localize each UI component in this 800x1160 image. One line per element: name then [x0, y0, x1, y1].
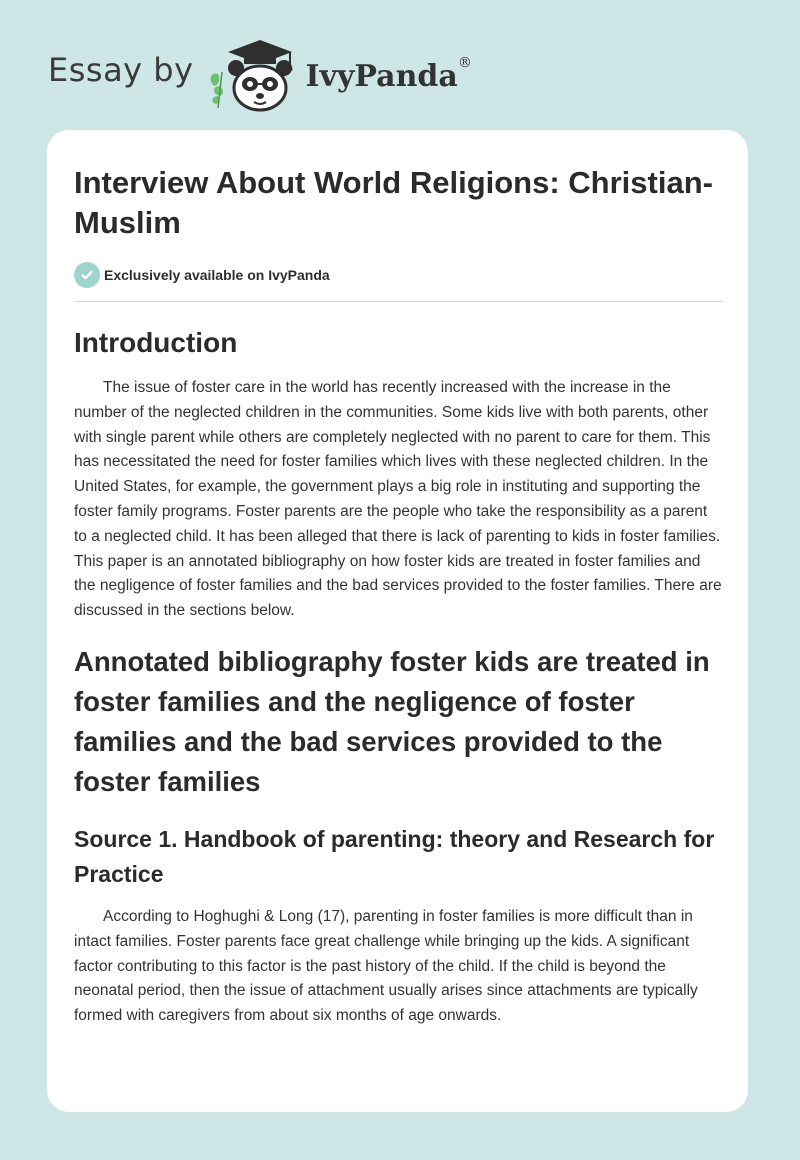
- paragraph-introduction: The issue of foster care in the world has recently increased with the increase in the number of the neglected children in the communities. Some kids live with both parents, other with single parent while others are completely neglected with no parent to care for them. This has necessitated the need for foster families which lives with these neglected children. In the United States, for example, the government plays a big role in instituting and supporting the foster family programs. Foster parents are the people who take the responsibility as a parent to a neglected child. It has been alleged that there is lack of parenting to kids in foster families. This paper is an annotated bibliography on how foster kids are treated in foster families and the negligence of foster families and the bad services provided to the foster families. There are discussed in the sections below.: [74, 379, 722, 620]
- article-card: [47, 130, 748, 1112]
- section-heading-source-1: Source 1. Handbook of parenting: theory and Research for Practice: [74, 825, 715, 887]
- exclusive-label: Exclusively available on IvyPanda: [104, 267, 330, 283]
- exclusive-badge: [74, 262, 722, 288]
- site-header: [48, 34, 528, 114]
- brand-name[interactable]: IvyPanda®: [305, 54, 472, 94]
- check-icon: [74, 262, 100, 288]
- section-heading-annotated-bibliography: Annotated bibliography foster kids are treated in foster families and the negligence of foster families and the bad services provided to the foster families: [74, 645, 710, 797]
- registered-mark: ®: [457, 54, 472, 71]
- divider: [74, 301, 722, 302]
- ivy-leaf-icon: [210, 72, 222, 108]
- paragraph-source-1: According to Hoghughi & Long (17), parenting in foster families is more difficult than in intact families. Foster parents face great challenge while bringing up the kids. A significant factor contributing to this factor is the past history of the child. If the child is beyond the neonatal period, then the issue of attachment usually arises since attachments are typically formed with caregivers from about six months of age onwards.: [74, 907, 698, 1025]
- essay-by-label: Essay by: [48, 51, 194, 89]
- page-title: Interview About World Religions: Christian-Muslim: [74, 165, 713, 240]
- panda-graduate-icon[interactable]: [206, 34, 302, 114]
- section-heading-introduction: Introduction: [74, 327, 238, 358]
